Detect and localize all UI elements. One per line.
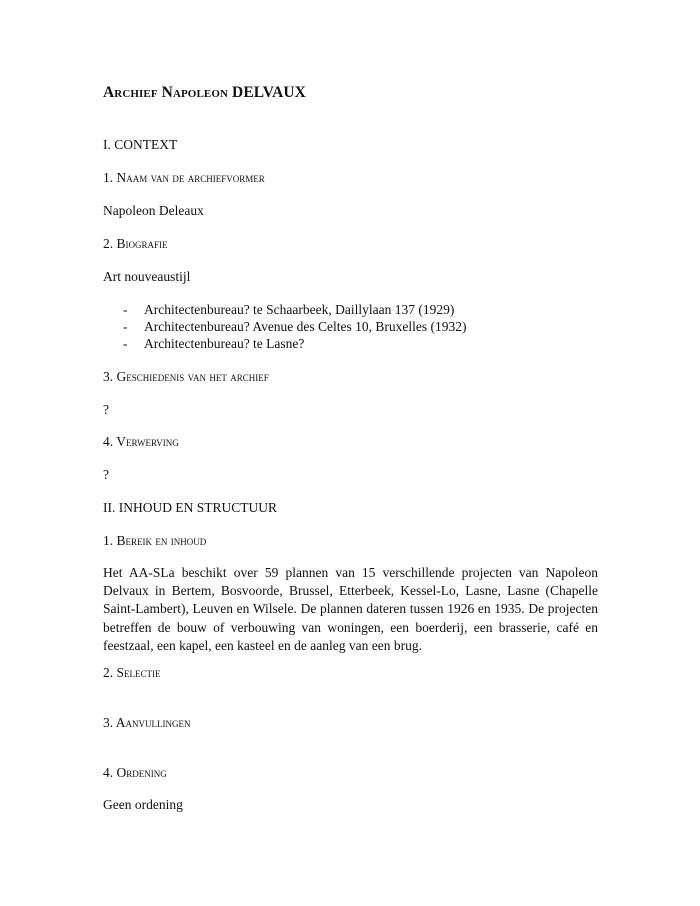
list-item-text: Architectenbureau? te Lasne? (144, 336, 305, 351)
verwerving-text: ? (103, 467, 109, 482)
section-inhoud-heading: II. INHOUD EN STRUCTUUR (103, 500, 277, 515)
naam-heading: 1. Naam van de archiefvormer (103, 170, 265, 185)
biografie-heading: 2. Biografie (103, 236, 168, 251)
aanvullingen-heading: 3. Aanvullingen (103, 715, 191, 730)
section-context-heading: I. CONTEXT (103, 137, 178, 152)
ordening-text: Geen ordening (103, 797, 183, 812)
geschiedenis-text: ? (103, 402, 109, 417)
bullet-dash: - (123, 302, 128, 317)
naam-text: Napoleon Deleaux (103, 203, 204, 218)
bullet-dash: - (123, 319, 128, 334)
biografie-text: Art nouveaustijl (103, 269, 191, 284)
ordening-heading: 4. Ordening (103, 765, 167, 780)
title-caps: DELVAUX (232, 84, 306, 101)
verwerving-heading: 4. Verwerving (103, 434, 179, 449)
list-item-text: Architectenbureau? Avenue des Celtes 10, Bruxelles (1932) (144, 319, 467, 334)
list-item-text: Architectenbureau? te Schaarbeek, Daillylaan 137 (1929) (144, 302, 455, 317)
bullet-dash: - (123, 336, 128, 351)
selectie-heading: 2. Selectie (103, 665, 161, 680)
document-title (103, 84, 306, 102)
title-smallcaps: Archief Napoleon (103, 84, 229, 101)
bereik-paragraph: Het AA-SLa beschikt over 59 plannen van 15 verschillende projecten van Napoleon Delvaux in Bertem, Bosvoorde, Brussel, Etterbeek, Kessel-Lo, Lasne, Lasne (Chapelle Saint-Lambert), Leuven en Wilsele. De plannen dateren tussen 1926 en 1935. De projecten betreffen de bouw of verbouwing van woningen, een boerderij, een brasserie, café en feestzaal, een kapel, een kasteel en de aanleg van een brug. (103, 565, 598, 653)
bereik-heading: 1. Bereik en inhoud (103, 533, 207, 548)
geschiedenis-heading: 3. Geschiedenis van het archief (103, 369, 269, 384)
